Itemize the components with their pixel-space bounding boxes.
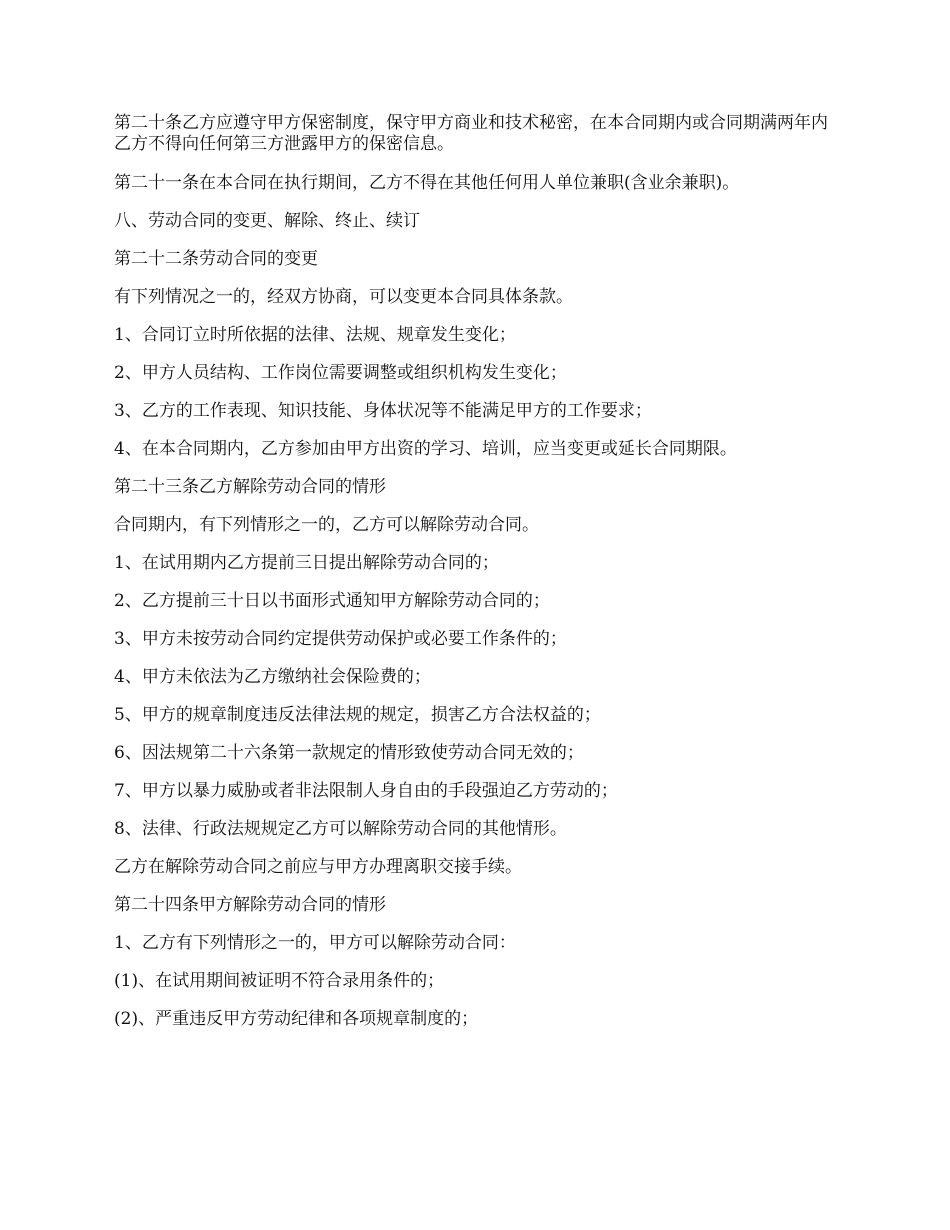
document-body xyxy=(114,113,844,1047)
paragraph: 乙方在解除劳动合同之前应与甲方办理离职交接手续。 xyxy=(114,857,522,877)
list-item: 3、甲方未按劳动合同约定提供劳动保护或必要工作条件的； xyxy=(114,629,567,649)
section-heading-8: 八、劳动合同的变更、解除、终止、续订 xyxy=(114,211,420,231)
list-item: 3、乙方的工作表现、知识技能、身体状况等不能满足甲方的工作要求； xyxy=(114,401,652,421)
paragraph-article-24: 第二十四条甲方解除劳动合同的情形 xyxy=(114,895,386,915)
list-item: 6、因法规第二十六条第一款规定的情形致使劳动合同无效的； xyxy=(114,743,584,763)
paragraph: 合同期内，有下列情形之一的，乙方可以解除劳动合同。 xyxy=(114,515,539,535)
list-item: 5、甲方的规章制度违反法律法规的规定，损害乙方合法权益的； xyxy=(114,705,601,725)
sub-list-item: (1)、在试用期间被证明不符合录用条件的； xyxy=(114,971,445,991)
list-item: 4、甲方未依法为乙方缴纳社会保险费的； xyxy=(114,667,431,687)
paragraph-article-23: 第二十三条乙方解除劳动合同的情形 xyxy=(114,477,386,497)
paragraph-article-21: 第二十一条在本合同在执行期间，乙方不得在其他任何用人单位兼职(含业余兼职)。 xyxy=(114,173,740,193)
list-item: 1、合同订立时所依据的法律、法规、规章发生变化； xyxy=(114,325,516,345)
sub-list-item: (2)、严重违反甲方劳动纪律和各项规章制度的； xyxy=(114,1009,479,1029)
list-item: 2、甲方人员结构、工作岗位需要调整或组织机构发生变化； xyxy=(114,363,567,383)
list-item: 1、在试用期内乙方提前三日提出解除劳动合同的； xyxy=(114,553,499,573)
list-item: 7、甲方以暴力威胁或者非法限制人身自由的手段强迫乙方劳动的； xyxy=(114,781,618,801)
paragraph-article-20: 第二十条乙方应遵守甲方保密制度，保守甲方商业和技术秘密，在本合同期内或合同期满两年内乙方不得向任何第三方泄露甲方的保密信息。 xyxy=(114,113,828,154)
list-item: 2、乙方提前三十日以书面形式通知甲方解除劳动合同的； xyxy=(114,591,550,611)
paragraph-article-22: 第二十二条劳动合同的变更 xyxy=(114,249,318,269)
list-item: 1、乙方有下列情形之一的，甲方可以解除劳动合同： xyxy=(114,933,516,953)
list-item: 8、法律、行政法规规定乙方可以解除劳动合同的其他情形。 xyxy=(114,819,567,839)
list-item: 4、在本合同期内，乙方参加由甲方出资的学习、培训，应当变更或延长合同期限。 xyxy=(114,439,737,459)
paragraph: 有下列情况之一的，经双方协商，可以变更本合同具体条款。 xyxy=(114,287,573,307)
